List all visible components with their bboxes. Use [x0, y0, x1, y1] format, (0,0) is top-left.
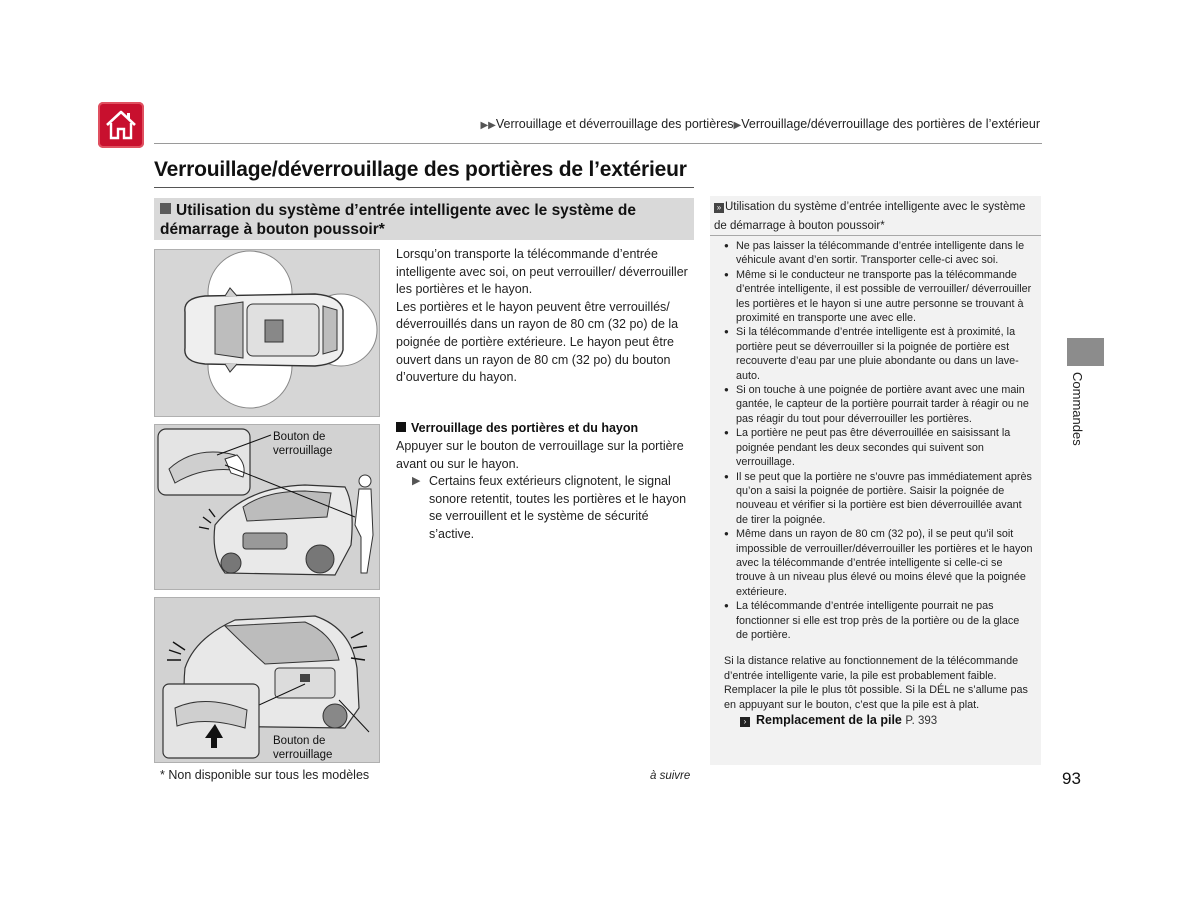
- page-title: Verrouillage/déverrouillage des portières de l’extérieur: [154, 158, 687, 181]
- reference-arrow-icon: ›: [740, 717, 750, 727]
- reference-arrow-icon: »: [714, 203, 724, 213]
- reference-page[interactable]: P. 393: [905, 715, 938, 727]
- figure-tailgate-button: [154, 597, 380, 763]
- breadcrumb-arrow-icon: ▶▶: [480, 120, 496, 131]
- label-tailgate-lock-button: Bouton de verrouillage: [273, 735, 333, 761]
- sidebar-bullet: ● Il se peut que la portière ne s’ouvre pas immédiatement après qu’on a saisi la poignée de portière. Saisir la poignée de nouveau et vérifier si la portière est bien déverrouillée avant de tirer la poignée.: [724, 470, 1033, 528]
- sidebar-bullet-list: [710, 236, 1041, 642]
- continued-note: à suivre: [650, 770, 691, 782]
- sidebar-heading: [710, 196, 1041, 236]
- page-number: 93: [1062, 769, 1081, 788]
- breadcrumb-link-1[interactable]: Verrouillage et déverrouillage des portières: [495, 117, 734, 131]
- home-button[interactable]: [98, 102, 144, 148]
- breadcrumb: [480, 117, 1040, 131]
- chapter-tab-label: Commandes: [1070, 372, 1085, 446]
- section-square-icon: [160, 203, 171, 214]
- footnote: * Non disponible sur tous les modèles: [160, 768, 370, 782]
- section-heading-text: Utilisation du système d’entrée intelligente avec le système de démarrage à bouton poussoir*: [160, 202, 637, 238]
- sidebar-bullet: ● Même si le conducteur ne transporte pas la télécommande d’entrée intelligente, il est possible de verrouiller/ déverrouiller les portières et le hayon si une autre personne se trouvant à proximité en transporte une avec elle.: [724, 268, 1033, 326]
- subheading-text: Verrouillage des portières et du hayon: [411, 421, 639, 435]
- reference-title[interactable]: Remplacement de la pile: [756, 713, 902, 727]
- result-bullet: [412, 473, 694, 543]
- chapter-tab-marker: [1067, 338, 1104, 366]
- header-divider: [154, 143, 1042, 144]
- sidebar-bullet: ● La télécommande d’entrée intelligente pourrait ne pas fonctionner si elle est trop près de la portière ou de la glace de portière.: [724, 599, 1033, 642]
- sidebar-bullet: ● Si on touche à une poignée de portière avant avec une main gantée, le capteur de la portière pourrait tarder à réagir ou ne pas réagir du tout pour déverrouiller les portières.: [724, 383, 1033, 426]
- breadcrumb-arrow-icon: ▶: [733, 120, 742, 131]
- sidebar-notes: [710, 196, 1041, 765]
- sidebar-bullet: ● La portière ne peut pas être déverrouillée en saisissant la poignée pendant les deux secondes qui suivent son verrouillage.: [724, 426, 1033, 469]
- sidebar-bullet: ● Ne pas laisser la télécommande d’entrée intelligente dans le véhicule avant d’en sortir. Transporter celle-ci avec soi.: [724, 239, 1033, 268]
- title-divider: [154, 187, 694, 188]
- sidebar-paragraph: Si la distance relative au fonctionnement de la télécommande d’entrée intelligente varie, la pile est probablement faible. Remplacer la pile le plus tôt possible. Si la DÉL ne s’allume pas en appuyant sur le bouton, c’est que la pile est à plat.: [724, 655, 1028, 711]
- sidebar-heading-text: Utilisation du système d’entrée intelligente avec le système de démarrage à bouton poussoir*: [714, 201, 1026, 232]
- figure-door-button: [154, 424, 380, 590]
- section-intro: Lorsqu’on transporte la télécommande d’entrée intelligente avec soi, on peut verrouiller/ déverrouiller les portières et le hayon. Les portières et le hayon peuvent être verrouillés/ déverrouillés dans un rayon de 80 cm (32 po) de la poignée de portière extérieure. Le hayon peut être ouvert dans un rayon de 80 cm (32 po) du bouton d’ouverture du hayon.: [396, 247, 688, 385]
- subheading-square-icon: [396, 422, 406, 432]
- triangle-arrow-icon: ▶: [412, 475, 421, 487]
- sidebar-bullet: ● Si la télécommande d’entrée intelligente est à proximité, la portière peut se déverrouiller si la poignée de portière est recouverte d’eau par une pluie abondante ou dans un lave-auto.: [724, 325, 1033, 383]
- figure-top-view: [154, 249, 380, 417]
- chapter-tab[interactable]: [1067, 372, 1087, 462]
- label-door-lock-button: Bouton de verrouillage: [273, 431, 333, 457]
- battery-replacement-link[interactable]: [710, 712, 1041, 729]
- home-icon: [104, 109, 138, 141]
- sidebar-bullet: ● Même dans un rayon de 80 cm (32 po), il se peut qu’il soit impossible de verrouiller/déverrouiller les portières et le hayon avec la télécommande d’entrée intelligente si celle-ci se trouve à un niveau plus élevé ou moins élevé que la poignée extérieure.: [724, 527, 1033, 599]
- breadcrumb-current: Verrouillage/déverrouillage des portières de l’extérieur: [741, 117, 1040, 131]
- subheading-text-body: Appuyer sur le bouton de verrouillage sur la portière avant ou sur le hayon.: [396, 439, 684, 471]
- result-bullet-text: Certains feux extérieurs clignotent, le signal sonore retentit, toutes les portières et le hayon se verrouillent et le système de sécurité s’active.: [429, 474, 687, 541]
- section-heading: [154, 198, 694, 240]
- subheading: [396, 421, 638, 435]
